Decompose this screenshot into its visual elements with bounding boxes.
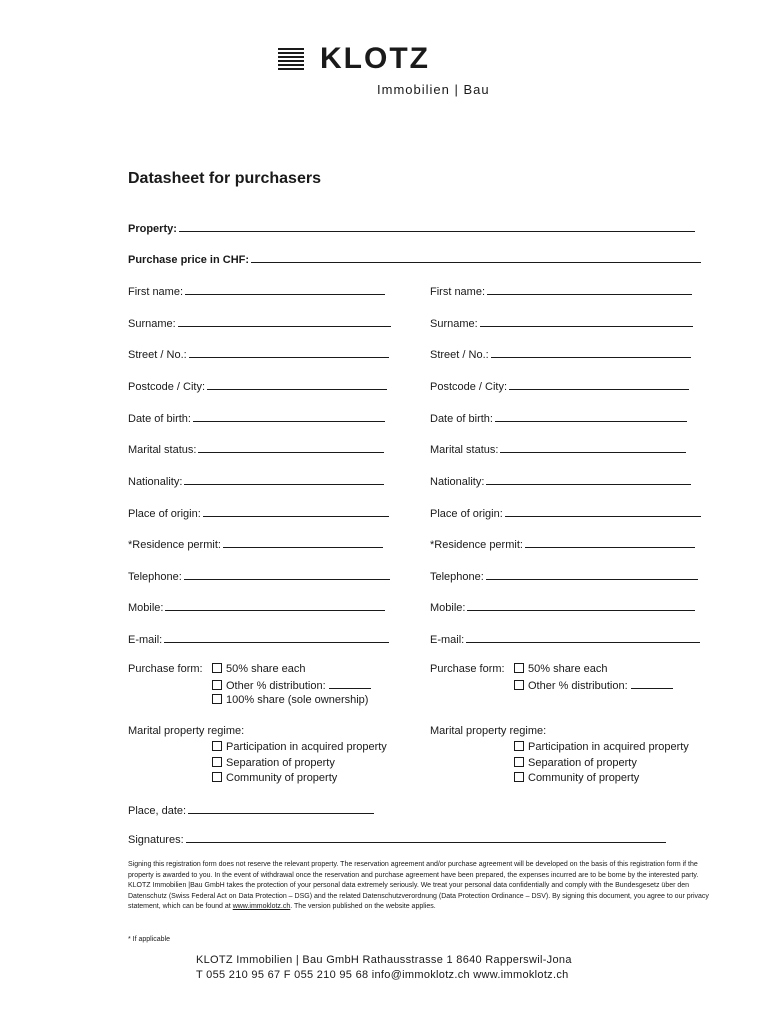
nationality-line[interactable] <box>184 475 384 485</box>
signatures-row <box>128 833 666 846</box>
buyer2-street <box>430 348 691 361</box>
buyer2-mobile <box>430 601 695 614</box>
signatures-line[interactable] <box>186 833 666 843</box>
option-label: Separation of property <box>528 757 637 769</box>
property-row <box>128 222 695 235</box>
footnote: * If applicable <box>128 936 171 943</box>
option-label: Separation of property <box>226 757 335 769</box>
first-name-line[interactable] <box>487 285 692 295</box>
checkbox[interactable] <box>514 741 524 751</box>
option-label: Participation in acquired property <box>226 741 387 753</box>
website-link[interactable]: www.immoklotz.ch <box>232 903 291 910</box>
residence-line[interactable] <box>223 538 383 548</box>
buyer1-residence <box>128 538 383 551</box>
first-name-line[interactable] <box>185 285 385 295</box>
telephone-line[interactable] <box>184 570 390 580</box>
checkbox[interactable] <box>212 694 222 704</box>
place-date-line[interactable] <box>188 804 374 814</box>
other-percent-line[interactable] <box>631 679 673 689</box>
price-row <box>128 253 701 266</box>
dob-line[interactable] <box>495 412 687 422</box>
checkbox[interactable] <box>212 757 222 767</box>
buyer2-regime-separation[interactable] <box>514 757 637 769</box>
telephone-line[interactable] <box>486 570 698 580</box>
price-label: Purchase price in CHF: <box>128 254 250 266</box>
first-name-label: First name: <box>430 286 486 298</box>
residence-label: *Residence permit: <box>430 539 523 551</box>
buyer1-nationality <box>128 475 384 488</box>
buyer2-first-name <box>430 285 692 298</box>
buyer1-regime-participation[interactable] <box>212 741 387 753</box>
property-label: Property: <box>128 223 177 235</box>
signatures-label: Signatures: <box>128 834 184 846</box>
nationality-label: Nationality: <box>128 476 183 488</box>
checkbox[interactable] <box>514 757 524 767</box>
buyer1-option-other[interactable] <box>212 679 371 692</box>
option-label: Other % distribution: <box>226 680 326 692</box>
mobile-line[interactable] <box>165 601 385 611</box>
residence-line[interactable] <box>525 538 695 548</box>
buyer1-purchase-form-label: Purchase form: <box>128 663 203 675</box>
residence-label: *Residence permit: <box>128 539 221 551</box>
buyer2-dob <box>430 412 687 425</box>
buyer1-origin <box>128 507 389 520</box>
buyer1-regime-community[interactable] <box>212 772 337 784</box>
option-label: Other % distribution: <box>528 680 628 692</box>
nationality-line[interactable] <box>486 475 691 485</box>
checkbox[interactable] <box>212 680 222 690</box>
buyer1-dob <box>128 412 385 425</box>
buyer2-option-other[interactable] <box>514 679 673 692</box>
checkbox[interactable] <box>514 663 524 673</box>
buyer2-marital <box>430 443 686 456</box>
surname-label: Surname: <box>128 318 176 330</box>
place-date-row <box>128 804 374 817</box>
first-name-label: First name: <box>128 286 184 298</box>
street-label: Street / No.: <box>430 349 489 361</box>
marital-line[interactable] <box>500 443 686 453</box>
buyer1-telephone <box>128 570 390 583</box>
buyer1-regime-separation[interactable] <box>212 757 335 769</box>
buyer2-surname <box>430 317 693 330</box>
postcode-label: Postcode / City: <box>128 381 206 393</box>
buyer1-option-100[interactable] <box>212 694 368 706</box>
marital-label: Marital status: <box>128 444 197 456</box>
checkbox[interactable] <box>212 663 222 673</box>
place-date-label: Place, date: <box>128 805 187 817</box>
telephone-label: Telephone: <box>430 571 484 583</box>
buyer2-regime-participation[interactable] <box>514 741 689 753</box>
price-line[interactable] <box>251 253 701 263</box>
origin-label: Place of origin: <box>430 508 503 520</box>
disclaimer-tail: . The version published on the website applies. <box>290 903 436 910</box>
checkbox[interactable] <box>514 680 524 690</box>
surname-line[interactable] <box>178 317 391 327</box>
checkbox[interactable] <box>212 741 222 751</box>
postcode-label: Postcode / City: <box>430 381 508 393</box>
checkbox[interactable] <box>514 772 524 782</box>
postcode-line[interactable] <box>207 380 387 390</box>
telephone-label: Telephone: <box>128 571 182 583</box>
buyer2-email <box>430 633 700 646</box>
buyer2-regime-community[interactable] <box>514 772 639 784</box>
surname-label: Surname: <box>430 318 478 330</box>
buyer1-surname <box>128 317 391 330</box>
property-line[interactable] <box>179 222 695 232</box>
buyer1-first-name <box>128 285 385 298</box>
buyer1-regime-label: Marital property regime: <box>128 725 245 737</box>
logo-name: KLOTZ <box>320 42 430 75</box>
footer-contact: T 055 210 95 67 F 055 210 95 68 info@immoklotz.ch www.immoklotz.ch <box>196 969 569 981</box>
dob-label: Date of birth: <box>128 413 191 425</box>
buyer1-email <box>128 633 389 646</box>
email-line[interactable] <box>466 633 700 643</box>
buyer1-option-50[interactable] <box>212 663 306 675</box>
street-line[interactable] <box>189 348 389 358</box>
nationality-label: Nationality: <box>430 476 485 488</box>
email-label: E-mail: <box>128 634 163 646</box>
marital-label: Marital status: <box>430 444 499 456</box>
disclaimer-body: Signing this registration form does not reserve the relevant property. The reservation agreement and/or purchase agreement will be developed on the basis of this registration form if the property is awarded to you. In the event of withdrawal once the reservation and purchase agreement have been prepared, the expenses incurred are to be borne by the interested party. KLOTZ Immobilien |Bau GmbH takes the protection of your personal data extremely seriously. We treat your personal data confidentially and comply with the Bundesgesetz über den Datenschutz (Swiss Federal Act on Data Protection – DSG) and the related Datenschutzverordnung (Data Protection Ordinance – DSV). By signing this document, you agree to our privacy statement, which can be found at <box>128 861 709 910</box>
footer-address: KLOTZ Immobilien | Bau GmbH Rathausstrasse 1 8640 Rapperswil-Jona <box>196 954 572 966</box>
buyer1-street <box>128 348 389 361</box>
option-label: 50% share each <box>226 663 306 675</box>
page-title: Datasheet for purchasers <box>128 170 321 187</box>
buyer2-regime-label: Marital property regime: <box>430 725 547 737</box>
origin-label: Place of origin: <box>128 508 201 520</box>
street-line[interactable] <box>491 348 691 358</box>
mobile-line[interactable] <box>467 601 695 611</box>
dob-line[interactable] <box>193 412 385 422</box>
other-percent-line[interactable] <box>329 679 371 689</box>
logo-lines-icon <box>278 48 304 72</box>
option-label: 100% share (sole ownership) <box>226 694 369 706</box>
option-label: Community of property <box>528 772 640 784</box>
postcode-line[interactable] <box>509 380 689 390</box>
buyer2-purchase-form-label: Purchase form: <box>430 663 505 675</box>
mobile-label: Mobile: <box>430 602 466 614</box>
buyer1-marital <box>128 443 384 456</box>
logo-subtitle: Immobilien | Bau <box>377 82 490 97</box>
buyer2-origin <box>430 507 701 520</box>
street-label: Street / No.: <box>128 349 187 361</box>
disclaimer-text <box>128 860 718 913</box>
buyer2-residence <box>430 538 695 551</box>
checkbox[interactable] <box>212 772 222 782</box>
buyer1-postcode <box>128 380 387 393</box>
buyer2-nationality <box>430 475 691 488</box>
surname-line[interactable] <box>480 317 693 327</box>
option-label: 50% share each <box>528 663 608 675</box>
option-label: Participation in acquired property <box>528 741 689 753</box>
buyer1-mobile <box>128 601 385 614</box>
buyer2-telephone <box>430 570 698 583</box>
buyer2-postcode <box>430 380 689 393</box>
marital-line[interactable] <box>198 443 384 453</box>
buyer2-option-50[interactable] <box>514 663 608 675</box>
company-logo <box>278 44 508 104</box>
email-line[interactable] <box>164 633 389 643</box>
dob-label: Date of birth: <box>430 413 493 425</box>
email-label: E-mail: <box>430 634 465 646</box>
origin-line[interactable] <box>203 507 389 517</box>
mobile-label: Mobile: <box>128 602 164 614</box>
origin-line[interactable] <box>505 507 701 517</box>
option-label: Community of property <box>226 772 338 784</box>
